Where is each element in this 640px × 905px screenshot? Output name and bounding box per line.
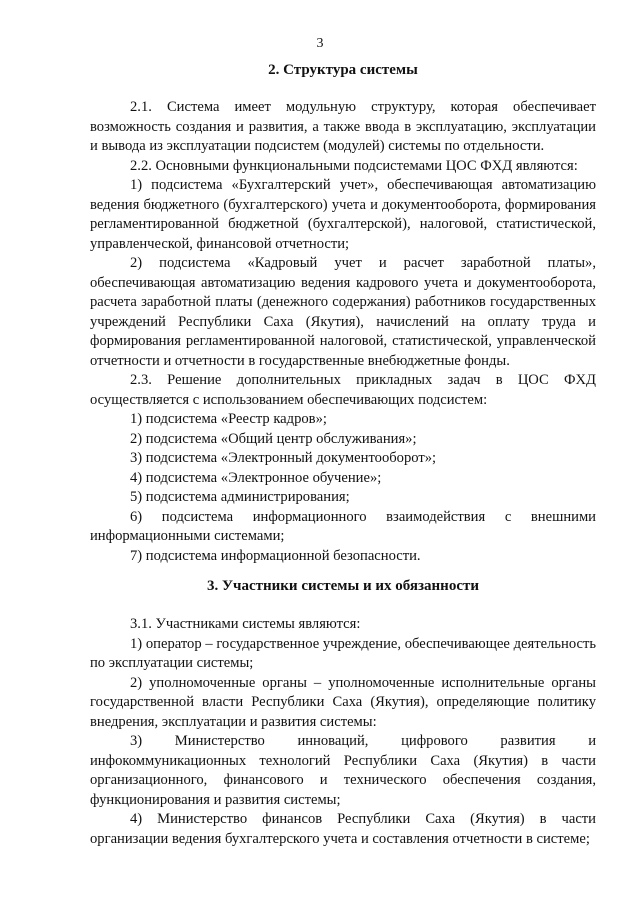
paragraph-3-1: 3.1. Участниками системы являются: — [130, 616, 361, 632]
list-item-2-3-4: 4) подсистема «Электронное обучение»; — [130, 469, 382, 486]
paragraph-2-3: 2.3. Решение дополнительных прикладных задач в ЦОС ФХД осуществляется с использованием обеспечивающих подсистем: — [90, 372, 596, 408]
list-item-3-1-1: 1) оператор – государственное учреждение, обеспечивающее деятельность по эксплуатации системы; — [90, 635, 596, 671]
page-number: 3 — [316, 36, 324, 51]
paragraph-2-2: 2.2. Основными функциональными подсистемами ЦОС ФХД являются: — [130, 157, 578, 174]
paragraph-2-1: 2.1. Система имеет модульную структуру, которая обеспечивает возможность создания и развития, а также ввода в эксплуатацию, эксплуатации и вывода из эксплуатации подсистем (модулей) системы по отдельности. — [90, 99, 596, 154]
list-item-3-1-4: 4) Министерство финансов Республики Саха (Якутия) в части организации ведения бухгалтерского учета и составления отчетности в системе; — [90, 811, 596, 847]
list-item-3-1-2: 2) уполномоченные органы – уполномоченные исполнительные органы государственной власти Республики Саха (Якутия), определяющие политику внедрения, эксплуатации и развития системы: — [90, 674, 596, 730]
list-item-2-2-1: 1) подсистема «Бухгалтерский учет», обеспечивающая автоматизацию ведения бюджетного (бухгалтерского) учета и документооборота, формирования регламентированной бюджетной (бухгалтерской), налоговой, статистической, управленческой, финансовой отчетности; — [90, 177, 596, 252]
section-2-title: 2. Структура системы — [268, 62, 418, 78]
list-item-2-3-6: 6) подсистема информационного взаимодействия с внешними информационными системами; — [90, 508, 596, 544]
list-item-2-3-2: 2) подсистема «Общий центр обслуживания»; — [130, 430, 417, 447]
list-item-3-1-3: 3) Министерство инноваций, цифрового развития и инфокоммуникационных технологий Республики Саха (Якутия) в части организационного, финансового и технического обеспечения создания, функционирования и развития системы; — [90, 733, 596, 808]
section-3-body — [90, 615, 596, 849]
section-3-title: 3. Участники системы и их обязанности — [207, 578, 479, 594]
list-item-2-3-5: 5) подсистема администрирования; — [130, 489, 350, 505]
list-item-2-3-3: 3) подсистема «Электронный документооборот»; — [130, 450, 437, 466]
list-item-2-3-1: 1) подсистема «Реестр кадров»; — [130, 411, 327, 427]
list-item-2-3-7: 7) подсистема информационной безопасности. — [130, 547, 421, 564]
list-item-2-2-2: 2) подсистема «Кадровый учет и расчет заработной платы», обеспечивающая автоматизацию ведения кадрового учета и документооборота, расчета заработной платы (денежного содержания) работников государственных учреждений Республики Саха (Якутия), начислений на оплату труда и формирования регламентированной налоговой, статистической, управленческой отчетности и отчетности в государственные внебюджетные фонды. — [90, 255, 596, 369]
section-2-body — [90, 98, 596, 566]
